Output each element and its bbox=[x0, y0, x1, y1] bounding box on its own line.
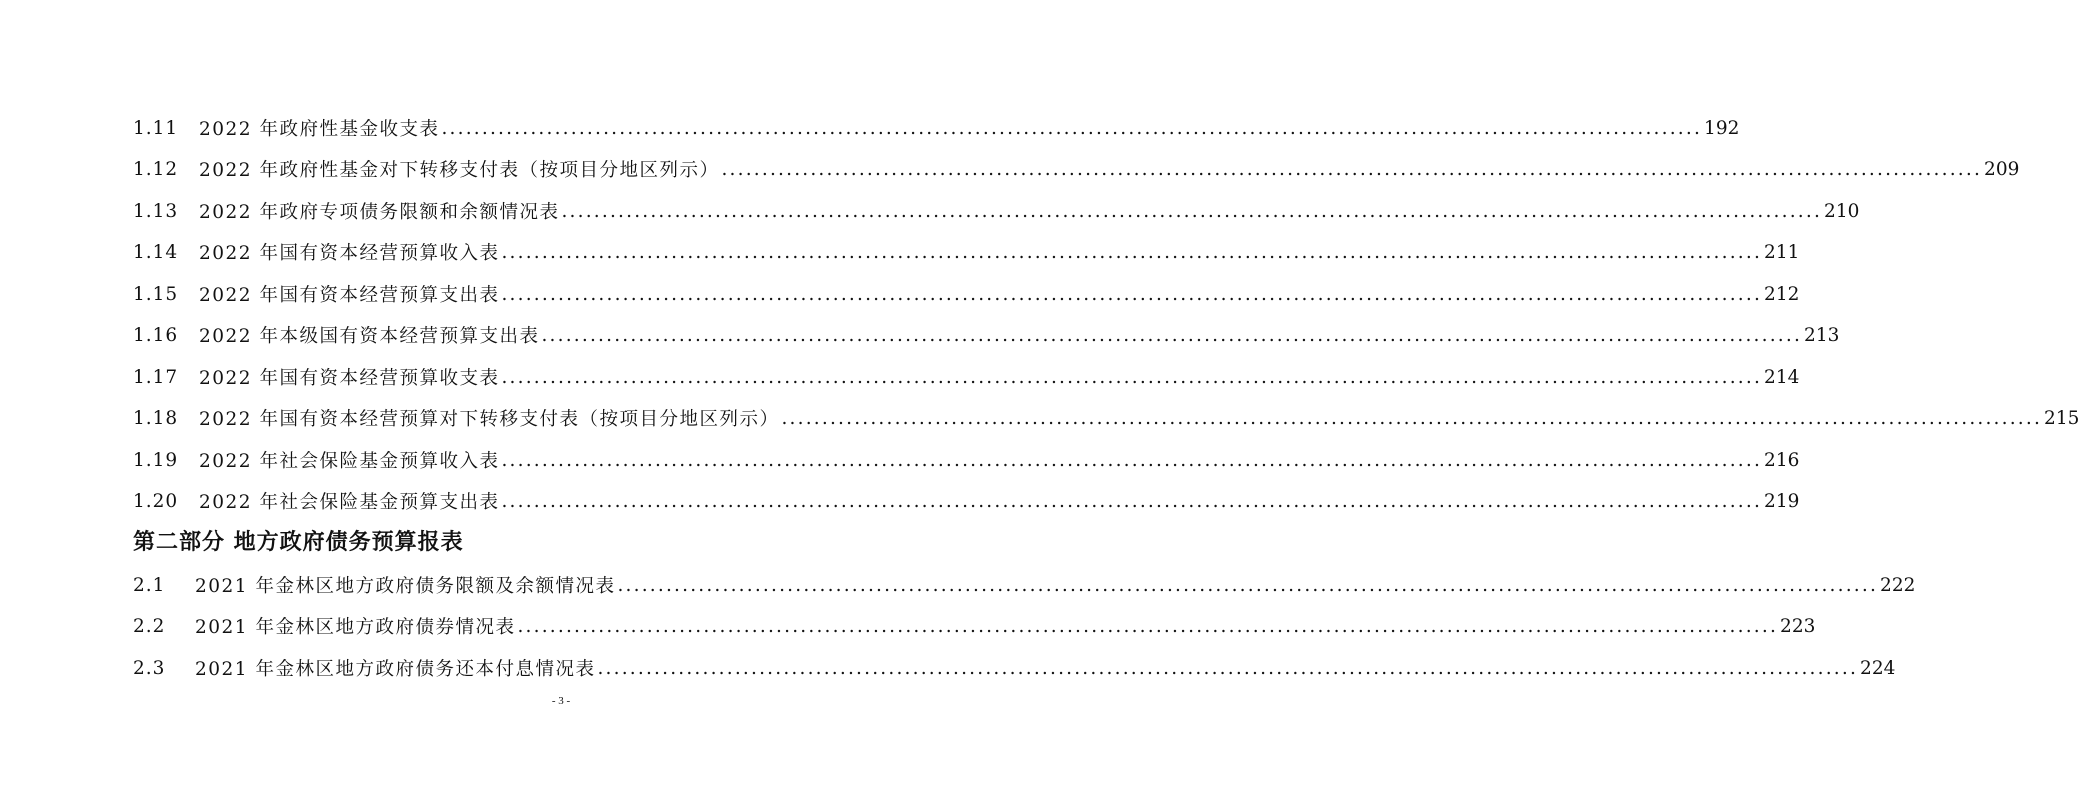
toc-entry[interactable] bbox=[133, 279, 1800, 309]
toc-leader-dots: ............................................................................................................................................................ bbox=[597, 657, 1859, 679]
toc-entry-title: 2022 年政府性基金收支表 bbox=[199, 119, 440, 140]
toc-entry-page: 213 bbox=[1804, 324, 1840, 346]
toc-leader-dots: ............................................................................................................................................................ bbox=[501, 366, 1763, 388]
toc-leader-dots: ............................................................................................................................................................ bbox=[561, 200, 1823, 222]
toc-leader-dots: ............................................................................................................................................................ bbox=[617, 574, 1879, 596]
toc-entry-number: 1.17 bbox=[133, 366, 179, 388]
toc-entry-title: 2021 年金林区地方政府债务还本付息情况表 bbox=[195, 659, 596, 680]
toc-entry-number: 1.16 bbox=[133, 324, 179, 346]
toc-entry-page: 224 bbox=[1860, 657, 1896, 679]
toc-entry-title: 2022 年国有资本经营预算支出表 bbox=[199, 285, 500, 306]
toc-entry-page: 216 bbox=[1764, 449, 1800, 471]
toc-entry[interactable] bbox=[133, 237, 1800, 267]
toc-entry[interactable] bbox=[133, 486, 1800, 516]
toc-entry-number: 1.13 bbox=[133, 200, 179, 222]
toc-entry-title: 2022 年社会保险基金预算支出表 bbox=[199, 492, 500, 513]
toc-entry-title: 2022 年社会保险基金预算收入表 bbox=[199, 451, 500, 472]
page-number: - 3 - bbox=[551, 695, 571, 707]
toc-entry-number: 1.19 bbox=[133, 449, 179, 471]
toc-entry-title: 2021 年金林区地方政府债券情况表 bbox=[195, 617, 516, 638]
toc-leader-dots: ............................................................................................................................................................ bbox=[501, 449, 1763, 471]
toc-entry-title: 2022 年国有资本经营预算对下转移支付表（按项目分地区列示） bbox=[199, 409, 780, 430]
toc-entry[interactable] bbox=[133, 653, 1896, 683]
toc-leader-dots: ............................................................................................................................................................ bbox=[781, 407, 2043, 429]
toc-entry[interactable] bbox=[133, 320, 1840, 350]
toc-leader-dots: ............................................................................................................................................................ bbox=[501, 241, 1763, 263]
toc-entry[interactable] bbox=[133, 113, 1740, 143]
toc-entry-page: 212 bbox=[1764, 283, 1800, 305]
toc-entry-page: 223 bbox=[1780, 615, 1816, 637]
toc-entry-title: 2022 年国有资本经营预算收入表 bbox=[199, 243, 500, 264]
toc-entry[interactable] bbox=[133, 154, 2020, 184]
toc-entry-number: 1.12 bbox=[133, 158, 179, 180]
toc-entry-page: 214 bbox=[1764, 366, 1800, 388]
toc-entry-page: 222 bbox=[1880, 574, 1916, 596]
toc-entry[interactable] bbox=[133, 570, 1916, 600]
toc-entry-page: 209 bbox=[1984, 158, 2020, 180]
toc-entry-title: 2021 年金林区地方政府债务限额及余额情况表 bbox=[195, 576, 616, 597]
toc-entry-title: 2022 年政府专项债务限额和余额情况表 bbox=[199, 202, 560, 223]
toc-entry-page: 192 bbox=[1704, 117, 1740, 139]
toc-entry-number: 1.15 bbox=[133, 283, 179, 305]
toc-entry-number: 2.1 bbox=[133, 574, 166, 596]
toc-entry[interactable] bbox=[133, 403, 2079, 433]
toc-entry[interactable] bbox=[133, 362, 1800, 392]
toc-leader-dots: ............................................................................................................................................................ bbox=[721, 158, 1983, 180]
toc-entry[interactable] bbox=[133, 196, 1860, 226]
toc-entry-page: 211 bbox=[1764, 241, 1800, 263]
toc-entry[interactable] bbox=[133, 445, 1800, 475]
toc-leader-dots: ............................................................................................................................................................ bbox=[541, 324, 1803, 346]
toc-entry-number: 1.18 bbox=[133, 407, 179, 429]
toc-entry-number: 1.14 bbox=[133, 241, 179, 263]
toc-entry-page: 215 bbox=[2044, 407, 2079, 429]
toc-entry-title: 2022 年政府性基金对下转移支付表（按项目分地区列示） bbox=[199, 160, 720, 181]
toc-entry-number: 2.3 bbox=[133, 657, 166, 679]
toc-entry-number: 1.11 bbox=[133, 117, 179, 139]
toc-entry[interactable] bbox=[133, 611, 1816, 641]
toc-entry-number: 2.2 bbox=[133, 615, 166, 637]
toc-leader-dots: ............................................................................................................................................................ bbox=[441, 117, 1703, 139]
toc-leader-dots: ............................................................................................................................................................ bbox=[501, 490, 1763, 512]
toc-leader-dots: ............................................................................................................................................................ bbox=[501, 283, 1763, 305]
toc-entry-number: 1.20 bbox=[133, 490, 179, 512]
toc-leader-dots: ............................................................................................................................................................ bbox=[517, 615, 1779, 637]
section-heading-part2: 第二部分 地方政府债务预算报表 bbox=[133, 530, 464, 555]
toc-entry-page: 210 bbox=[1824, 200, 1860, 222]
toc-entry-page: 219 bbox=[1764, 490, 1800, 512]
toc-entry-title: 2022 年本级国有资本经营预算支出表 bbox=[199, 326, 540, 347]
toc-entry-title: 2022 年国有资本经营预算收支表 bbox=[199, 368, 500, 389]
